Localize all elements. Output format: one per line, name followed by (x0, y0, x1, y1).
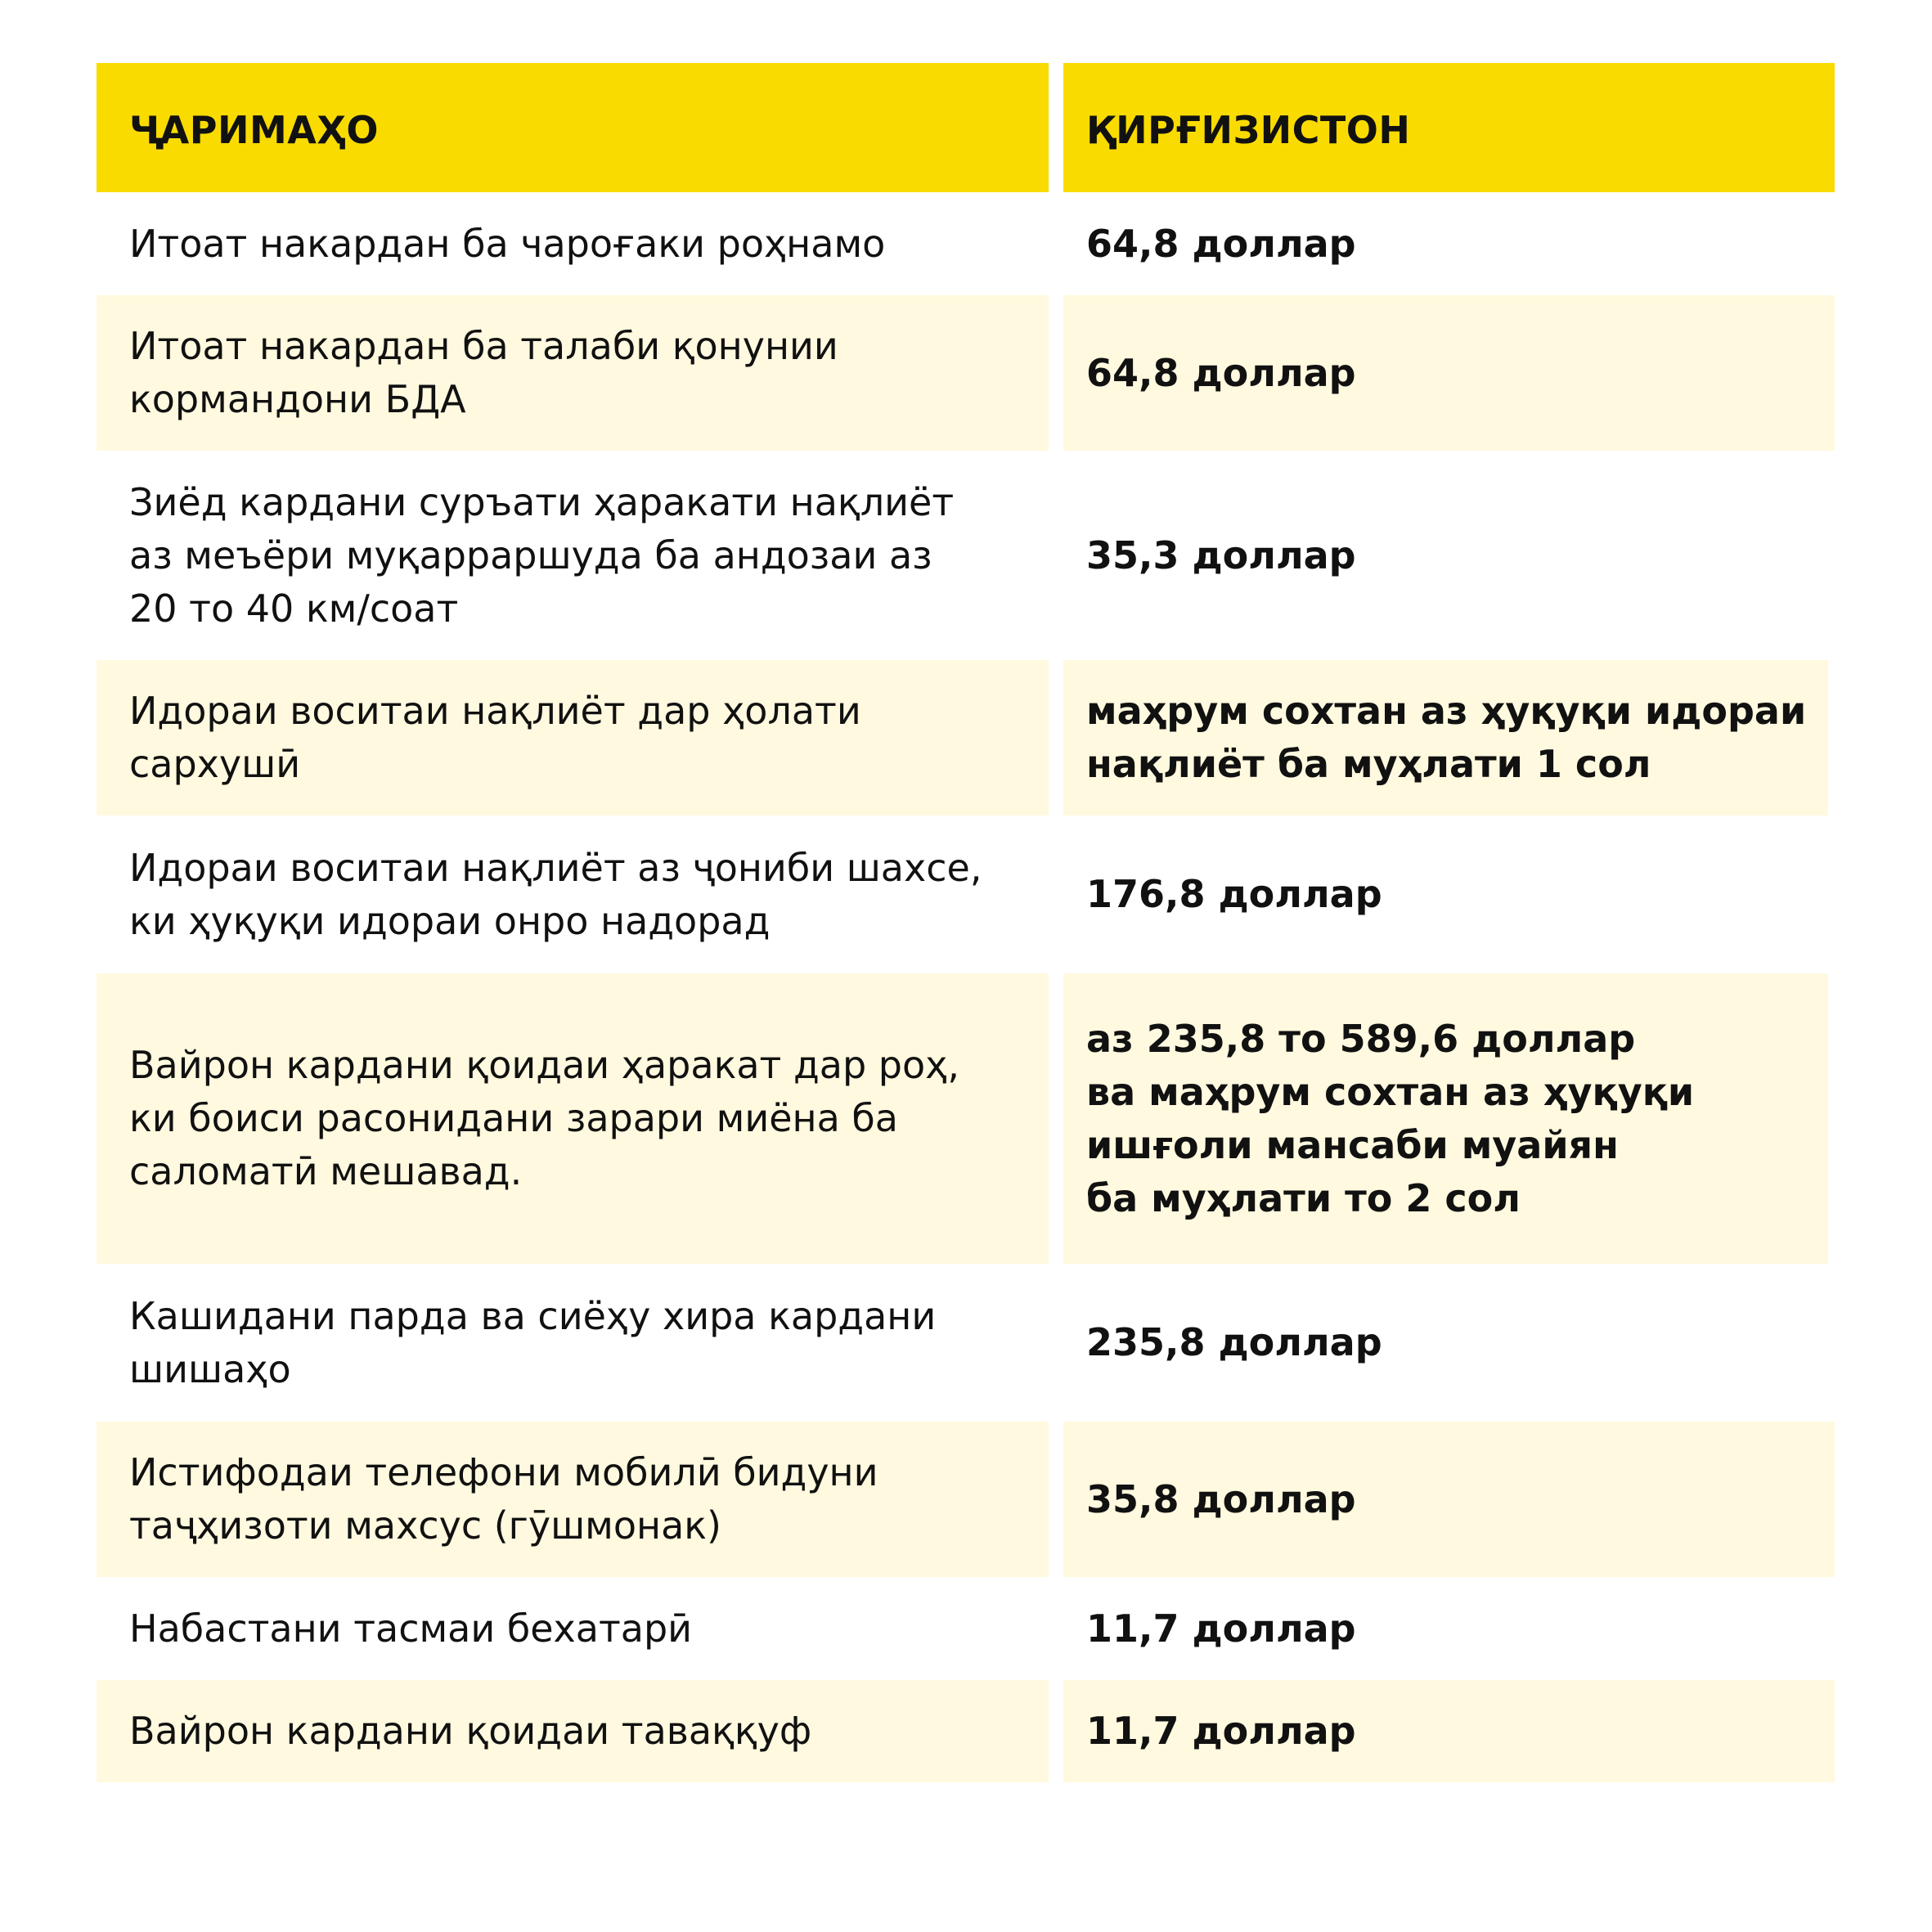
penalty-text (1086, 1705, 1356, 1758)
violation-line: Зиёд кардани суръати ҳаракати нақлиёт (129, 479, 955, 524)
penalty-line: аз 235,8 то 589,6 доллар (1086, 1016, 1636, 1061)
violation-line: аз меъёри муқарраршуда ба андозаи аз (129, 532, 932, 577)
violation-line: Вайрон кардани қоидаи таваққуф (129, 1709, 812, 1753)
violation-cell (97, 295, 1049, 451)
violation-line: саломатӣ мешавад. (129, 1149, 523, 1193)
penalty-cell (1063, 660, 1828, 815)
header-cell-fines (97, 63, 1049, 192)
penalty-line: 35,8 доллар (1086, 1476, 1356, 1521)
table-row (97, 973, 1835, 1264)
violation-line: таҷҳизоти махсус (гӯшмонак) (129, 1503, 722, 1548)
violation-text (129, 320, 838, 426)
penalty-line: ба муҳлати то 2 сол (1086, 1175, 1521, 1220)
violation-line: ки боиси расонидани зарари миёна ба (129, 1096, 898, 1140)
table-header-row (97, 63, 1835, 192)
violation-text (129, 218, 885, 271)
violation-cell (97, 815, 1049, 973)
header-fines-label: ҶАРИМАҲО (129, 108, 379, 152)
table-row (97, 1422, 1835, 1577)
penalty-line: 35,3 доллар (1086, 532, 1356, 577)
violation-line: 20 то 40 км/соат (129, 586, 459, 631)
penalty-text (1086, 1602, 1356, 1656)
penalty-line: ишғоли мансаби муайян (1086, 1122, 1619, 1167)
violation-text (129, 1039, 959, 1198)
violation-line: Кашидани парда ва сиёҳу хира кардани (129, 1293, 937, 1338)
violation-line: Идораи воситаи нақлиёт аз ҷониби шахсе, (129, 845, 982, 890)
penalty-line: 11,7 доллар (1086, 1606, 1356, 1651)
penalty-text (1086, 218, 1356, 271)
penalty-line: ва маҳрум сохтан аз ҳуқуқи (1086, 1069, 1695, 1114)
penalty-line: 235,8 доллар (1086, 1320, 1382, 1364)
violation-text (129, 842, 982, 948)
penalty-line: 64,8 доллар (1086, 221, 1356, 266)
violation-line: шишаҳо (129, 1346, 291, 1391)
violation-line: кормандони БДА (129, 377, 466, 421)
penalty-line: 176,8 доллар (1086, 872, 1382, 916)
table-row (97, 660, 1835, 815)
violation-text (129, 1705, 811, 1758)
table-row (97, 815, 1835, 973)
penalty-cell (1063, 1680, 1835, 1782)
penalty-line: 64,8 доллар (1086, 350, 1356, 395)
table-row (97, 1680, 1835, 1782)
violation-cell (97, 1680, 1049, 1782)
penalty-cell (1063, 1264, 1835, 1422)
violation-cell (97, 451, 1049, 660)
violation-cell (97, 660, 1049, 815)
table-row (97, 1577, 1835, 1680)
violation-text (129, 1446, 878, 1552)
table-row (97, 1264, 1835, 1422)
header-kyrgyzstan-label: ҚИРҒИЗИСТОН (1086, 108, 1411, 152)
violation-cell (97, 1264, 1049, 1422)
violation-cell (97, 192, 1049, 295)
penalty-text (1086, 868, 1382, 921)
penalty-text (1086, 347, 1356, 400)
violation-cell (97, 1422, 1049, 1577)
violation-cell (97, 1577, 1049, 1680)
penalty-text (1086, 529, 1356, 582)
violation-cell (97, 973, 1049, 1264)
penalty-text (1086, 1473, 1356, 1526)
penalty-line: маҳрум сохтан аз ҳуқуқи идораи (1086, 689, 1807, 733)
penalty-text (1086, 1013, 1694, 1225)
violation-text (129, 1602, 692, 1656)
violation-text (129, 1290, 936, 1396)
fines-table (97, 63, 1835, 1782)
violation-line: Идораи воситаи нақлиёт дар ҳолати (129, 689, 861, 733)
violation-text (129, 685, 861, 791)
violation-line: Итоат накардан ба талаби қонунии (129, 324, 838, 368)
violation-line: Вайрон кардани қоидаи ҳаракат дар роҳ, (129, 1043, 959, 1087)
penalty-cell (1063, 295, 1835, 451)
violation-line: Истифодаи телефони мобилӣ бидуни (129, 1450, 878, 1494)
penalty-cell (1063, 451, 1835, 660)
penalty-text (1086, 1316, 1382, 1369)
violation-line: Итоат накардан ба чароғаки роҳнамо (129, 221, 886, 266)
violation-line: Набастани тасмаи бехатарӣ (129, 1606, 693, 1651)
table-row (97, 295, 1835, 451)
violation-line: ки ҳуқуқи идораи онро надорад (129, 898, 771, 943)
penalty-text (1086, 685, 1806, 791)
penalty-line: 11,7 доллар (1086, 1709, 1356, 1753)
penalty-cell (1063, 192, 1835, 295)
table-row (97, 192, 1835, 295)
header-cell-kyrgyzstan (1063, 63, 1835, 192)
penalty-cell (1063, 1577, 1835, 1680)
table-row (97, 451, 1835, 660)
penalty-cell (1063, 815, 1835, 973)
penalty-cell (1063, 1422, 1835, 1577)
violation-line: сархушӣ (129, 742, 301, 786)
penalty-cell (1063, 973, 1828, 1264)
penalty-line: нақлиёт ба муҳлати 1 сол (1086, 742, 1651, 786)
violation-text (129, 476, 954, 636)
